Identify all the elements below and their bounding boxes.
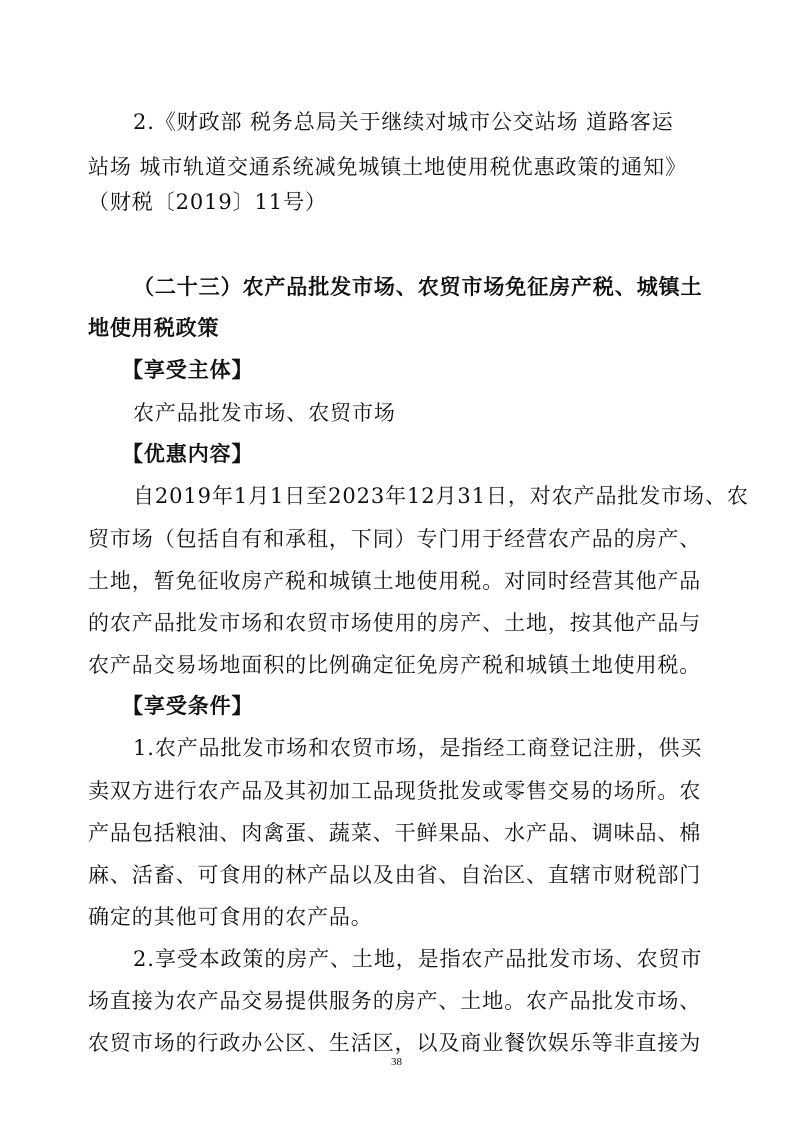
condition-2-line-2: 场直接为农产品交易提供服务的房产、土地。农产品批发市场、 (88, 989, 702, 1013)
section-title-line-1: （二十三）农产品批发市场、农贸市场免征房产税、城镇土 (133, 275, 703, 299)
content-line-2: 贸市场（包括自有和承租，下同）专门用于经营农产品的房产、 (88, 527, 702, 551)
reference-2-line-3: （财税〔2019〕11号） (88, 190, 327, 214)
condition-2-line-1: 2.享受本政策的房产、土地，是指农产品批发市场、农贸市 (133, 947, 703, 971)
reference-2-line-2: 站场 城市轨道交通系统减免城镇土地使用税优惠政策的通知》 (88, 155, 687, 179)
section-title-line-2: 地使用税政策 (88, 316, 220, 340)
content-line-3: 土地，暂免征收房产税和城镇土地使用税。对同时经营其他产品 (88, 569, 702, 593)
condition-1-line-2: 卖双方进行农产品及其初加工品现货批发或零售交易的场所。农 (88, 779, 702, 803)
reference-2-line-1: 2.《财政部 税务总局关于继续对城市公交站场 道路客运 (133, 110, 674, 134)
subject-heading: 【享受主体】 (122, 358, 254, 382)
page-number: 38 (391, 1056, 402, 1068)
condition-2-line-3: 农贸市场的行政办公区、生活区，以及商业餐饮娱乐等非直接为 (88, 1031, 702, 1055)
subject-text: 农产品批发市场、农贸市场 (133, 401, 396, 425)
content-line-1: 自2019年1月1日至2023年12月31日，对农产品批发市场、农 (133, 484, 749, 508)
condition-1-line-3: 产品包括粮油、肉禽蛋、蔬菜、干鲜果品、水产品、调味品、棉 (88, 821, 702, 845)
conditions-heading: 【享受条件】 (122, 694, 254, 718)
condition-1-line-5: 确定的其他可食用的农产品。 (88, 905, 373, 929)
content-heading: 【优惠内容】 (122, 442, 254, 466)
condition-1-line-1: 1.农产品批发市场和农贸市场，是指经工商登记注册，供买 (133, 736, 703, 760)
content-line-5: 农产品交易场地面积的比例确定征免房产税和城镇土地使用税。 (88, 653, 702, 677)
content-line-4: 的农产品批发市场和农贸市场使用的房产、土地，按其他产品与 (88, 611, 702, 635)
condition-1-line-4: 麻、活畜、可食用的林产品以及由省、自治区、直辖市财税部门 (88, 863, 702, 887)
